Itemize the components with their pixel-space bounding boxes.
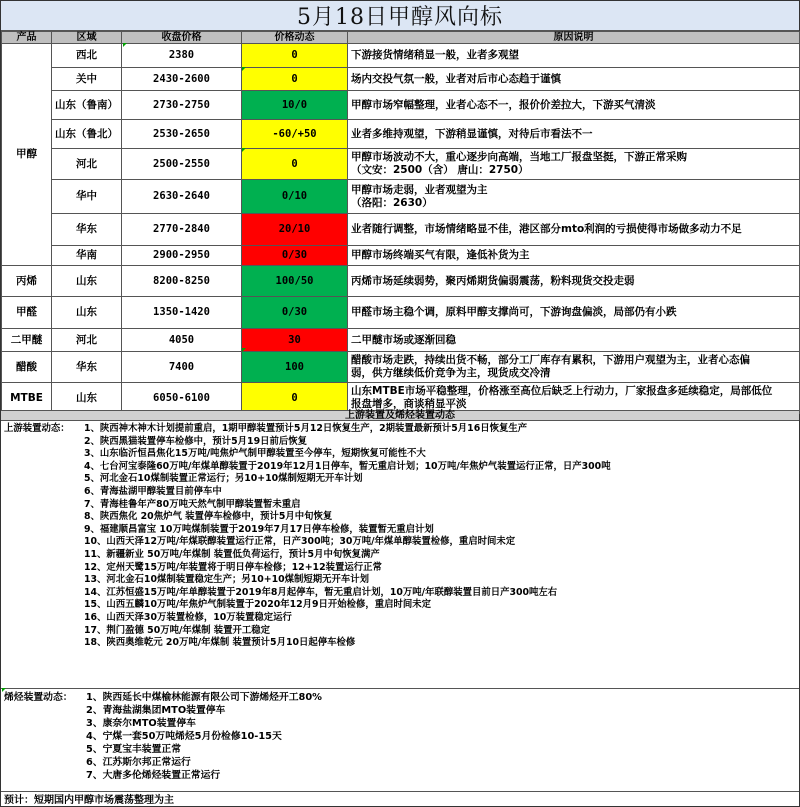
title-bar <box>1 1 799 31</box>
olefin-status-block <box>1 688 799 791</box>
change-cell: 0 <box>242 383 348 414</box>
region-cell: 华中 <box>52 180 122 214</box>
change-cell: 0/30 <box>242 246 348 266</box>
reason-cell <box>348 120 800 149</box>
olefin-item: 1、陕西延长中煤榆林能源有限公司下游烯烃开工80% <box>86 692 323 703</box>
comment-indicator-icon[interactable] <box>2 688 6 692</box>
reason-line: （洛阳：2630） <box>351 196 433 209</box>
reason-line: 丙烯市场延续弱势，聚丙烯期货偏弱震荡，粉料现货交投走弱 <box>351 274 635 287</box>
upstream-item: 11、新疆新业 50万吨/年煤制 装置低负荷运行，预计5月中旬恢复满产 <box>84 548 380 560</box>
table-row <box>2 297 800 329</box>
change-cell: 0 <box>242 44 348 68</box>
price-table <box>1 31 800 414</box>
reason-line: 业者多维持观望，下游稍显谨慎，对待后市看法不一 <box>351 127 593 140</box>
reason-line: 报盘增多，商谈稍显平淡 <box>351 398 467 410</box>
price-cell: 1350-1420 <box>122 297 242 329</box>
upstream-item: 2、陕西黑猫装置停车检修中，预计5月19日前后恢复 <box>84 435 307 447</box>
reason-cell <box>348 246 800 266</box>
reason-cell <box>348 297 800 329</box>
price-cell: 8200-8250 <box>122 266 242 297</box>
price-cell: 2530-2650 <box>122 120 242 149</box>
upstream-status-block <box>1 421 799 688</box>
upstream-item: 13、河北金石10煤制装置稳定生产；另10+10煤制短期无开车计划 <box>84 574 370 586</box>
olefin-item: 5、宁夏宝丰装置正常 <box>86 744 181 755</box>
product-cell: MTBE <box>2 383 52 414</box>
upstream-item: 17、荆门盈德 50万吨/年煤制 装置开工稳定 <box>84 624 271 636</box>
reason-line: 甲醇市场走弱，业者观望为主 <box>351 183 488 196</box>
upstream-item: 15、山西五麟10万吨/年焦炉气制装置于2020年12月9日开始检修，重启时间未定 <box>84 599 432 611</box>
change-cell: 20/10 <box>242 214 348 246</box>
section-header: 上游装置及烯烃装置动态 <box>1 410 799 421</box>
comment-indicator-icon[interactable] <box>242 348 246 352</box>
reason-cell <box>348 352 800 383</box>
region-cell: 山东（鲁北） <box>52 120 122 149</box>
product-cell: 甲醛 <box>2 297 52 329</box>
reason-cell <box>348 91 800 120</box>
reason-line: 弱，供方继续低价竞争为主，现货成交冷清 <box>351 367 551 379</box>
upstream-item: 18、陕西奥维乾元 20万吨/年煤制 装置预计5月10日起停车检修 <box>84 637 356 649</box>
region-cell: 山东（鲁南） <box>52 91 122 120</box>
reason-line: 甲醇市场窄幅整理，业者心态不一，报价价差拉大，下游买气清淡 <box>351 98 656 111</box>
change-cell: 0/10 <box>242 180 348 214</box>
olefin-item: 7、大唐多伦烯烃装置正常运行 <box>86 770 221 781</box>
reason-line: （文安：2500（含） 唐山：2750） <box>351 164 529 176</box>
region-cell: 华东 <box>52 214 122 246</box>
comment-indicator-icon[interactable] <box>242 148 246 152</box>
upstream-item: 6、青海盐湖甲醇装置目前停车中 <box>84 485 222 497</box>
table-header-row <box>2 32 800 44</box>
table-row <box>2 68 800 91</box>
price-cell: 2630-2640 <box>122 180 242 214</box>
region-cell: 西北 <box>52 44 122 68</box>
region-cell: 华南 <box>52 246 122 266</box>
olefin-item: 2、青海盐湖集团MTO装置停车 <box>86 705 226 716</box>
olefin-label: 烯烃装置动态： <box>4 692 73 703</box>
reason-line: 醋酸市场走跌，持续出货不畅，部分工厂库存有累积，下游用户观望为主，业者心态偏 <box>351 354 750 366</box>
region-cell: 华东 <box>52 352 122 383</box>
product-cell: 甲醇 <box>2 44 52 266</box>
region-cell: 关中 <box>52 68 122 91</box>
region-cell: 河北 <box>52 329 122 352</box>
price-cell: 2430-2600 <box>122 68 242 91</box>
reason-cell <box>348 383 800 414</box>
change-cell: 10/0 <box>242 91 348 120</box>
forecast-line <box>1 791 799 807</box>
reason-line: 场内交投气氛一般，业者对后市心态趋于谨慎 <box>351 72 561 85</box>
comment-indicator-icon[interactable] <box>123 43 127 47</box>
header-change: 价格动态 <box>242 32 348 44</box>
price-cell: 6050-6100 <box>122 383 242 414</box>
upstream-item: 8、陕西焦化 20焦炉气 装置停车检修中，预计5月中旬恢复 <box>84 511 333 523</box>
table-row <box>2 120 800 149</box>
reason-cell <box>348 149 800 180</box>
header-product: 产品 <box>2 32 52 44</box>
header-region: 区域 <box>52 32 122 44</box>
upstream-item: 9、福建顺昌富宝 10万吨煤制装置于2019年7月17日停车检修，装置暂无重启计划 <box>84 523 434 535</box>
header-price: 收盘价格 <box>122 32 242 44</box>
reason-cell <box>348 329 800 352</box>
region-cell: 山东 <box>52 383 122 414</box>
change-cell: 100 <box>242 352 348 383</box>
change-cell: 0 <box>242 149 348 180</box>
reason-line: 山东MTBE市场平稳整理，价格涨至高位后缺乏上行动力，厂家报盘多延续稳定，局部低位 <box>351 385 773 397</box>
olefin-item: 6、江苏斯尔邦正常运行 <box>86 757 191 768</box>
change-cell: 0 <box>242 68 348 91</box>
table-row <box>2 383 800 414</box>
upstream-item: 5、河北金石10煤制装置正常运行；另10+10煤制短期无开车计划 <box>84 473 363 485</box>
price-cell: 2380 <box>122 44 242 68</box>
reason-line: 甲醛市场主稳个调，原料甲醇支撑尚可，下游询盘偏淡，局部仍有小跌 <box>351 306 677 318</box>
reason-cell <box>348 44 800 68</box>
forecast-label: 预计： <box>4 795 34 806</box>
reason-cell <box>348 180 800 214</box>
table-row <box>2 214 800 246</box>
table-row <box>2 180 800 214</box>
product-cell: 醋酸 <box>2 352 52 383</box>
table-row <box>2 352 800 383</box>
reason-line: 下游接货情绪稍显一般，业者多观望 <box>351 49 519 61</box>
change-cell: 100/50 <box>242 266 348 297</box>
forecast-text: 短期国内甲醇市场震荡整理为主 <box>34 795 174 806</box>
region-cell: 河北 <box>52 149 122 180</box>
comment-indicator-icon[interactable] <box>242 67 246 71</box>
upstream-item: 12、定州天鹭15万吨/年装置将于明日停车检修；12+12装置运行正常 <box>84 561 382 573</box>
table-row <box>2 329 800 352</box>
change-cell: 0/30 <box>242 297 348 329</box>
reason-line: 甲醇市场波动不大，重心逐步向高端，当地工厂报盘坚挺，下游正常采购 <box>351 151 687 163</box>
price-cell: 2730-2750 <box>122 91 242 120</box>
product-cell: 丙烯 <box>2 266 52 297</box>
change-cell: 30 <box>242 329 348 352</box>
reason-cell <box>348 68 800 91</box>
upstream-item: 7、青海桂鲁年产80万吨天然气制甲醇装置暂未重启 <box>84 498 301 510</box>
reason-line: 甲醇市场终端买气有限，逢低补货为主 <box>351 249 530 261</box>
olefin-item: 4、宁煤一套50万吨烯烃5月份检修10-15天 <box>86 731 282 742</box>
upstream-item: 4、七台河宝泰隆60万吨/年煤单醇装置于2019年12月1日停车，暂无重启计划；10万吨/年焦炉气装置运行正常，日产300吨 <box>84 460 611 472</box>
upstream-item: 16、山西天泽30万装置检修，10万装置稳定运行 <box>84 611 292 623</box>
upstream-item: 1、陕西神木神木计划提前重启，1期甲醇装置预计5月12日恢复生产，2期装置最新预计5月16日恢复生产 <box>84 423 528 434</box>
page-title: 5月18日甲醇风向标 <box>297 5 503 30</box>
reason-line: 业者随行调整，市场情绪略显不佳，港区部分mto利润的亏损使得市场做多动力不足 <box>351 223 742 235</box>
reason-line: 二甲醚市场或逐渐回稳 <box>351 333 456 346</box>
upstream-label: 上游装置动态： <box>4 423 70 434</box>
price-cell: 2770-2840 <box>122 214 242 246</box>
table-row <box>2 246 800 266</box>
price-cell: 2900-2950 <box>122 246 242 266</box>
reason-cell <box>348 266 800 297</box>
price-cell: 7400 <box>122 352 242 383</box>
change-cell: -60/+50 <box>242 120 348 149</box>
region-cell: 山东 <box>52 297 122 329</box>
price-cell: 2500-2550 <box>122 149 242 180</box>
upstream-item: 10、山西天泽12万吨/年煤联醇装置运行正常，日产300吨；30万吨/年煤单醇装置检修，重启时间未定 <box>84 536 516 548</box>
reason-cell <box>348 214 800 246</box>
header-reason: 原因说明 <box>348 32 800 44</box>
price-cell: 4050 <box>122 329 242 352</box>
region-cell: 山东 <box>52 266 122 297</box>
upstream-item: 3、山东临沂恒昌焦化15万吨/吨焦炉气制甲醇装置至今停车，短期恢复可能性不大 <box>84 448 426 460</box>
table-row <box>2 266 800 297</box>
table-row <box>2 149 800 180</box>
table-row <box>2 91 800 120</box>
olefin-item: 3、康奈尔MTO装置停车 <box>86 718 196 729</box>
product-cell: 二甲醚 <box>2 329 52 352</box>
table-row <box>2 44 800 68</box>
upstream-item: 14、江苏恒盛15万吨/年单醇装置于2019年8月起停车，暂无重启计划，10万吨/年联醇装置目前日产300吨左右 <box>84 586 558 598</box>
